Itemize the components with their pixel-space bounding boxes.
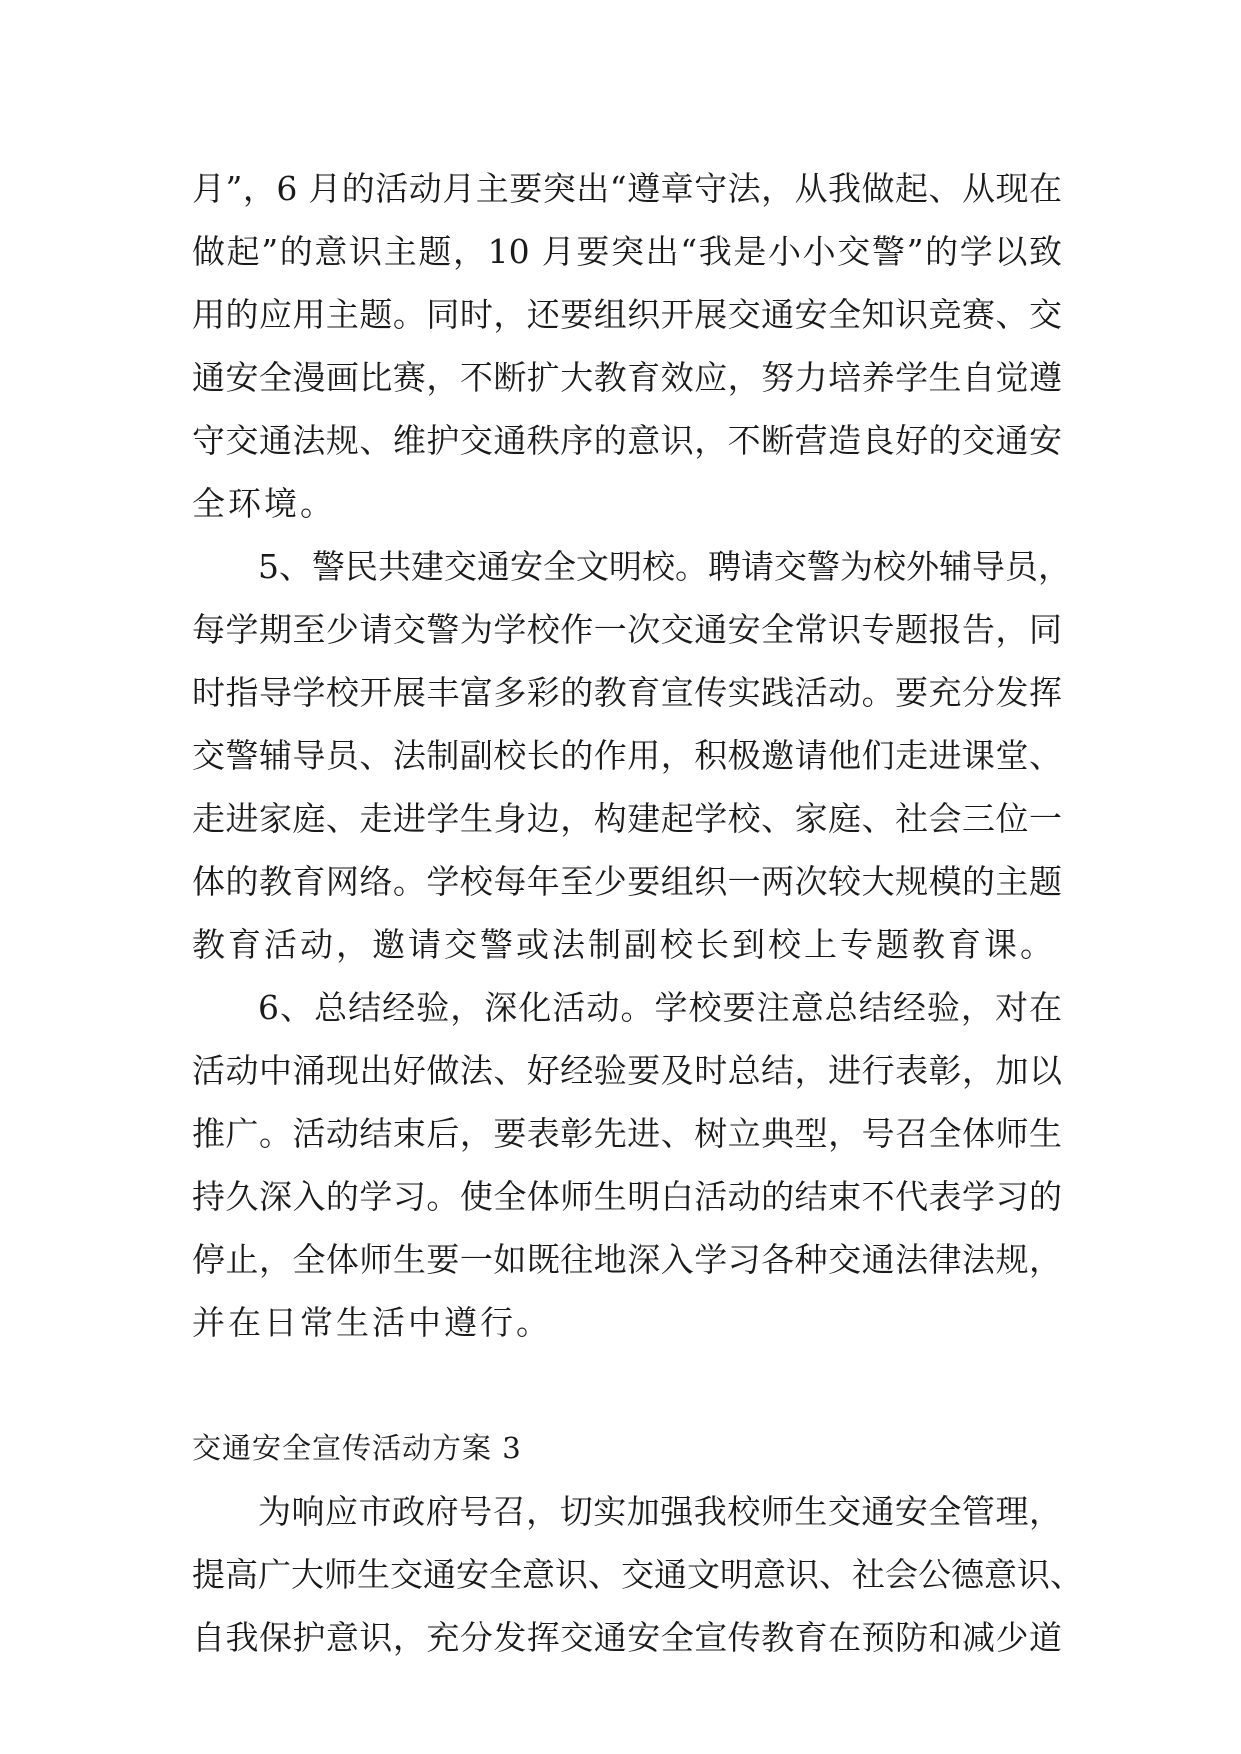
text-line: 停止，全体师生要一如既往地深入学习各种交通法律法规，	[192, 1240, 1062, 1279]
text-line: 5、警民共建交通安全文明校。聘请交警为校外辅导员，	[258, 547, 1071, 586]
text-line: 通安全漫画比赛，不断扩大教育效应，努力培养学生自觉遵	[192, 358, 1062, 397]
text-line: 自我保护意识，充分发挥交通安全宣传教育在预防和减少道	[192, 1618, 1062, 1657]
text-line: 时指导学校开展丰富多彩的教育宣传实践活动。要充分发挥	[192, 673, 1062, 712]
text-line: 持久深入的学习。使全体师生明白活动的结束不代表学习的	[192, 1177, 1062, 1216]
text-line: 教育活动，邀请交警或法制副校长到校上专题教育课。	[192, 925, 1056, 964]
text-line: 并在日常生活中遵行。	[192, 1303, 552, 1342]
text-line: 推广。活动结束后，要表彰先进、树立典型，号召全体师生	[192, 1114, 1062, 1153]
text-line: 6、总结经验，深化活动。学校要注意总结经验，对在	[258, 988, 1062, 1027]
text-line: 每学期至少请交警为学校作一次交通安全常识专题报告，同	[192, 610, 1062, 649]
section-title: 交通安全宣传活动方案 3	[192, 1431, 522, 1465]
document-body	[192, 157, 1083, 1669]
text-line: 全环境。	[192, 484, 336, 523]
text-line: 用的应用主题。同时，还要组织开展交通安全知识竞赛、交	[192, 295, 1062, 334]
text-line: 体的教育网络。学校每年至少要组织一两次较大规模的主题	[192, 862, 1062, 901]
paragraph-item-6	[192, 976, 1062, 1354]
text-line: 守交通法规、维护交通秩序的意识，不断营造良好的交通安	[192, 421, 1062, 460]
text-line: 提高广大师生交通安全意识、交通文明意识、社会公德意识、	[192, 1555, 1083, 1594]
text-line: 月”，6 月的活动月主要突出“遵章守法，从我做起、从现在	[192, 169, 1062, 208]
text-line: 做起”的意识主题，10 月要突出“我是小小交警”的学以致	[192, 232, 1062, 271]
section-spacer	[192, 1354, 1062, 1417]
paragraph-plan-3-intro	[192, 1480, 1083, 1669]
text-line: 走进家庭、走进学生身边，构建起学校、家庭、社会三位一	[192, 799, 1062, 838]
text-line: 为响应市政府号召，切实加强我校师生交通安全管理，	[258, 1492, 1062, 1531]
paragraph-item-5	[192, 535, 1071, 976]
paragraph-activity-month	[192, 157, 1062, 535]
text-line: 活动中涌现出好做法、好经验要及时总结，进行表彰，加以	[192, 1051, 1062, 1090]
text-line: 交警辅导员、法制副校长的作用，积极邀请他们走进课堂、	[192, 736, 1062, 775]
